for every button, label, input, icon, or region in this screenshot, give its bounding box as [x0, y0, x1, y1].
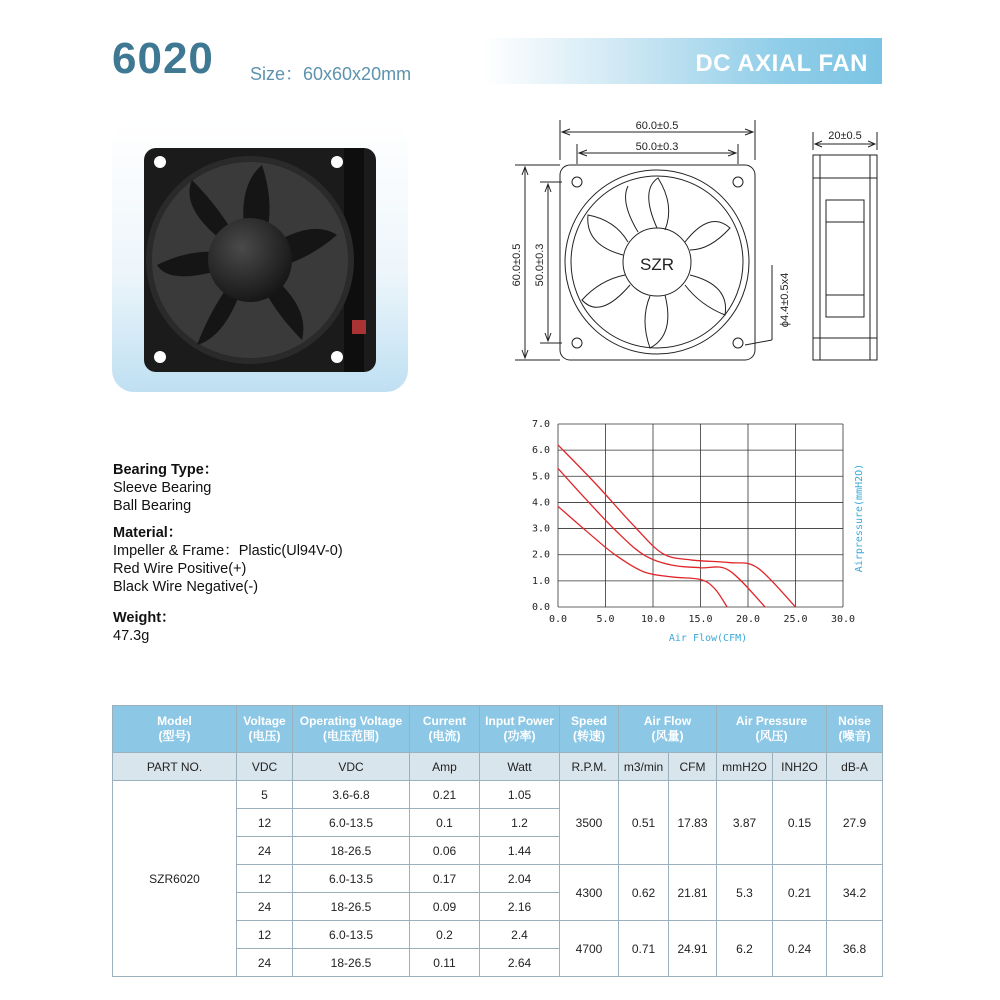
table-group-cell: 27.9 [827, 781, 883, 865]
y-tick-label: 7.0 [531, 419, 550, 430]
table-header-cell: Operating Voltage (电压范围) [293, 706, 410, 753]
table-group-cell: 36.8 [827, 921, 883, 977]
pq-curve [558, 468, 765, 607]
y-tick-label: 0.0 [531, 602, 550, 613]
table-header-cell: Model (型号) [113, 706, 237, 753]
table-cell: 0.11 [410, 949, 480, 977]
table-cell: 3.6-6.8 [293, 781, 410, 809]
y-axis-label: Airpressure(mmH2O) [854, 463, 865, 573]
table-cell: 1.2 [480, 809, 560, 837]
x-tick-label: 10.0 [640, 614, 666, 625]
material-red-wire: Red Wire Positive(+) [113, 561, 247, 577]
dim-outer-height: 60.0±0.5 [511, 243, 523, 287]
table-cell: 12 [237, 865, 293, 893]
table-group-cell: 6.2 [717, 921, 773, 977]
spec-weight [113, 609, 176, 645]
table-cell: 6.0-13.5 [293, 921, 410, 949]
table-unit-cell: Amp [410, 753, 480, 781]
table-cell: 2.64 [480, 949, 560, 977]
table-cell: 2.4 [480, 921, 560, 949]
table-cell: 0.2 [410, 921, 480, 949]
x-tick-labels [549, 614, 855, 625]
part-number-cell: SZR6020 [113, 781, 237, 977]
y-tick-labels [532, 419, 550, 613]
y-tick-label: 2.0 [531, 549, 550, 561]
dim-inner-width: 50.0±0.3 [635, 141, 679, 153]
table-header-cell: Speed (转速) [560, 706, 619, 753]
dim-thickness: 20±0.5 [828, 130, 862, 142]
table-group-cell: 0.71 [619, 921, 669, 977]
dim-outer-width: 60.0±0.5 [635, 120, 679, 132]
table-header-cell: Noise (噪音) [827, 706, 883, 753]
table-cell: 18-26.5 [293, 837, 410, 865]
hub-label: SZR [640, 255, 674, 274]
table-cell: 24 [237, 949, 293, 977]
x-tick-label: 15.0 [688, 614, 713, 625]
x-tick-label: 5.0 [596, 614, 615, 625]
table-header-row [113, 706, 883, 753]
table-cell: 12 [237, 809, 293, 837]
bearing-sleeve: Sleeve Bearing [113, 480, 212, 496]
table-cell: 0.09 [410, 893, 480, 921]
x-tick-label: 0.0 [548, 614, 568, 625]
table-header-cell: Air Pressure (风压) [717, 706, 827, 753]
table-cell: 0.17 [410, 865, 480, 893]
table-group-cell: 0.21 [773, 865, 827, 921]
table-group-cell: 4700 [560, 921, 619, 977]
weight-value: 47.3g [113, 628, 150, 644]
performance-chart [500, 410, 880, 650]
table-group-cell: 3500 [560, 781, 619, 865]
y-tick-label: 6.0 [531, 445, 550, 457]
table-unit-cell: INH2O [773, 753, 827, 781]
dim-inner-height: 50.0±0.3 [534, 243, 546, 287]
material-title: Material： [113, 525, 183, 541]
pq-curve [558, 445, 796, 607]
y-tick-label: 4.0 [531, 497, 550, 509]
table-unit-cell: dB-A [827, 753, 883, 781]
product-banner [482, 38, 882, 84]
table-group-cell: 0.15 [773, 781, 827, 865]
model-number: 6020 [112, 34, 214, 83]
y-tick-label: 1.0 [531, 575, 550, 587]
table-cell: 24 [237, 893, 293, 921]
y-tick-label: 3.0 [531, 523, 550, 535]
bearing-ball: Ball Bearing [113, 498, 192, 514]
table-header-cell: Air Flow (风量) [619, 706, 717, 753]
table-unit-cell: Watt [480, 753, 560, 781]
x-tick-label: 30.0 [830, 614, 856, 625]
table-group-cell: 0.62 [619, 865, 669, 921]
x-tick-label: 20.0 [735, 614, 761, 625]
table-unit-row [113, 753, 883, 781]
table-group-cell: 0.24 [773, 921, 827, 977]
chart-series [558, 445, 796, 607]
table-cell: 1.05 [480, 781, 560, 809]
dim-hole: ϕ4.4±0.5x4 [779, 272, 791, 328]
y-tick-label: 5.0 [531, 471, 550, 483]
table-group-cell: 17.83 [669, 781, 717, 865]
table-header-cell: Input Power (功率) [480, 706, 560, 753]
material-impeller: Impeller & Frame：Plastic(Ul94V-0) [113, 543, 343, 559]
table-group-cell: 24.91 [669, 921, 717, 977]
table-cell: 0.21 [410, 781, 480, 809]
table-header-cell: Voltage (电压) [237, 706, 293, 753]
table-row [113, 781, 883, 809]
table-unit-cell: PART NO. [113, 753, 237, 781]
bearing-title: Bearing Type： [113, 462, 219, 478]
spec-bearing [113, 461, 218, 515]
size-label: Size：60x60x20mm [250, 64, 412, 84]
x-tick-label: 25.0 [783, 614, 808, 625]
table-unit-cell: m3/min [619, 753, 669, 781]
table-group-cell: 34.2 [827, 865, 883, 921]
table-unit-cell: mmH2O [717, 753, 773, 781]
table-cell: 12 [237, 921, 293, 949]
table-cell: 6.0-13.5 [293, 865, 410, 893]
table-cell: 0.1 [410, 809, 480, 837]
table-group-cell: 5.3 [717, 865, 773, 921]
table-group-cell: 4300 [560, 865, 619, 921]
table-cell: 5 [237, 781, 293, 809]
table-cell: 1.44 [480, 837, 560, 865]
table-cell: 2.04 [480, 865, 560, 893]
table-cell: 2.16 [480, 893, 560, 921]
table-unit-cell: R.P.M. [560, 753, 619, 781]
spec-material [113, 524, 343, 596]
banner-title: DC AXIAL FAN [695, 50, 868, 77]
x-axis-label: Air Flow(CFM) [668, 633, 748, 644]
front-view-drawing [500, 110, 820, 380]
table-unit-cell: CFM [669, 753, 717, 781]
fan-photo-image [112, 120, 408, 392]
table-header-cell: Current (电流) [410, 706, 480, 753]
table-group-cell: 3.87 [717, 781, 773, 865]
table-cell: 6.0-13.5 [293, 809, 410, 837]
table-cell: 18-26.5 [293, 893, 410, 921]
side-view-drawing [800, 120, 890, 370]
weight-title: Weight： [113, 610, 176, 626]
table-group-cell: 0.51 [619, 781, 669, 865]
table-cell: 18-26.5 [293, 949, 410, 977]
spec-table [112, 705, 883, 977]
table-unit-cell: VDC [237, 753, 293, 781]
table-unit-cell: VDC [293, 753, 410, 781]
table-group-cell: 21.81 [669, 865, 717, 921]
pq-curve [558, 506, 727, 607]
table-cell: 24 [237, 837, 293, 865]
material-black-wire: Black Wire Negative(-) [113, 579, 259, 595]
table-cell: 0.06 [410, 837, 480, 865]
